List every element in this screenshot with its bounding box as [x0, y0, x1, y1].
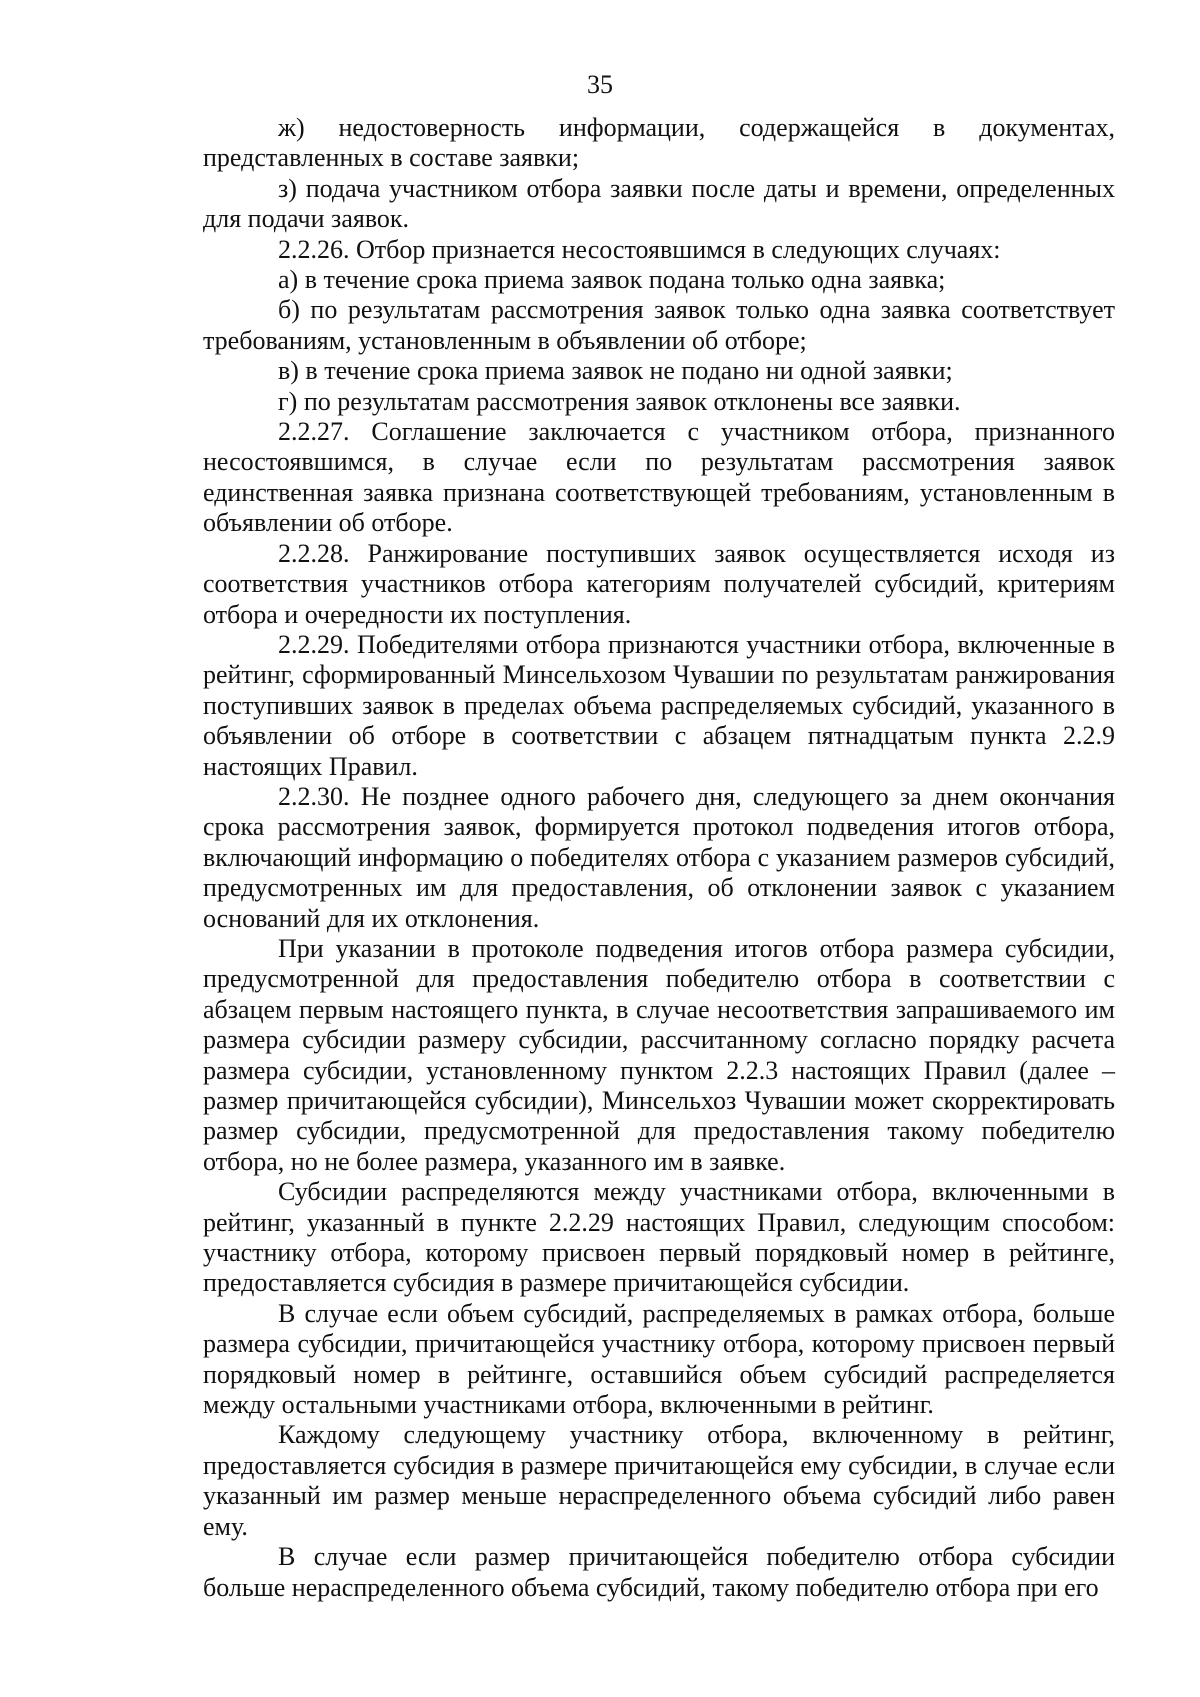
paragraph-exceeding-subsidy: В случае если размер причитающейся победителю отбора субсидии больше нераспределенного объема субсидий, такому победителю отбора при его: [203, 1542, 1115, 1602]
paragraph-2-2-27: 2.2.27. Соглашение заключается с участником отбора, признанного несостоявшимся, в случае если по результатам рассмотрения заявок единственная заявка признана соответствующей требованиям, установленным в объявлении об отборе.: [203, 417, 1115, 538]
paragraph-2-2-29: 2.2.29. Победителями отбора признаются участники отбора, включенные в рейтинг, сформированный Минсельхозом Чувашии по результатам ранжирования поступивших заявок в пределах объема распределяемых субсидий, указанного в объявлении об отборе в соответствии с абзацем пятнадцатым пункта 2.2.9 настоящих Правил.: [203, 629, 1115, 781]
paragraph-item-v: в) в течение срока приема заявок не подано ни одной заявки;: [278, 356, 953, 386]
paragraph-each-next-participant: Каждому следующему участнику отбора, включенному в рейтинг, предоставляется субсидия в размере причитающейся ему субсидии, в случае если указанный им размер меньше нераспределенного объема субсидий либо равен ему.: [203, 1420, 1115, 1541]
paragraph-2-2-30: 2.2.30. Не позднее одного рабочего дня, следующего за днем окончания срока рассмотрения заявок, формируется протокол подведения итогов отбора, включающий информацию о победителях отбора с указанием размеров субсидий, предусмотренных им для предоставления, об отклонении заявок с указанием оснований для их отклонения.: [203, 781, 1115, 933]
paragraph-2-2-26: 2.2.26. Отбор признается несостоявшимся в следующих случаях:: [278, 234, 1001, 264]
paragraph-item-z: з) подача участником отбора заявки после даты и времени, определенных для подачи заявок.: [203, 173, 1115, 234]
page-number: 35: [587, 70, 613, 99]
paragraph-item-g: г) по результатам рассмотрения заявок отклонены все заявки.: [278, 386, 961, 416]
paragraph-distribution-method: Субсидии распределяются между участниками отбора, включенными в рейтинг, указанный в пункте 2.2.29 настоящих Правил, следующим способом: участнику отбора, которому присвоен первый порядковый номер в рейтинге, предоставляется субсидия в размере причитающейся субсидии.: [203, 1177, 1115, 1298]
paragraph-protocol-adjustment: При указании в протоколе подведения итогов отбора размера субсидии, предусмотренной для предоставления победителю отбора в соответствии с абзацем первым настоящего пункта, в случае несоответствия запрашиваемого им размера субсидии размеру субсидии, рассчитанному согласно порядку расчета размера субсидии, установленному пунктом 2.2.3 настоящих Правил (далее – размер причитающейся субсидии), Минсельхоз Чувашии может скорректировать размер субсидии, предусмотренной для предоставления такому победителю отбора, но не более размера, указанного им в заявке.: [203, 933, 1115, 1176]
paragraph-item-a: а) в течение срока приема заявок подана только одна заявка;: [278, 265, 946, 295]
paragraph-item-b: б) по результатам рассмотрения заявок только одна заявка соответствует требованиям, установленным в объявлении об отборе;: [203, 295, 1115, 355]
document-body: [203, 113, 1115, 1603]
paragraph-2-2-28: 2.2.28. Ранжирование поступивших заявок осуществляется исходя из соответствия участников отбора категориям получателей субсидий, критериям отбора и очередности их поступления.: [203, 538, 1115, 629]
paragraph-remaining-volume: В случае если объем субсидий, распределяемых в рамках отбора, больше размера субсидии, причитающейся участнику отбора, которому присвоен первый порядковый номер в рейтинге, оставшийся объем субсидий распределяется между остальными участниками отбора, включенными в рейтинг.: [203, 1298, 1115, 1420]
paragraph-item-zh: ж) недостоверность информации, содержащейся в документах, представленных в составе заявки;: [203, 113, 1115, 173]
